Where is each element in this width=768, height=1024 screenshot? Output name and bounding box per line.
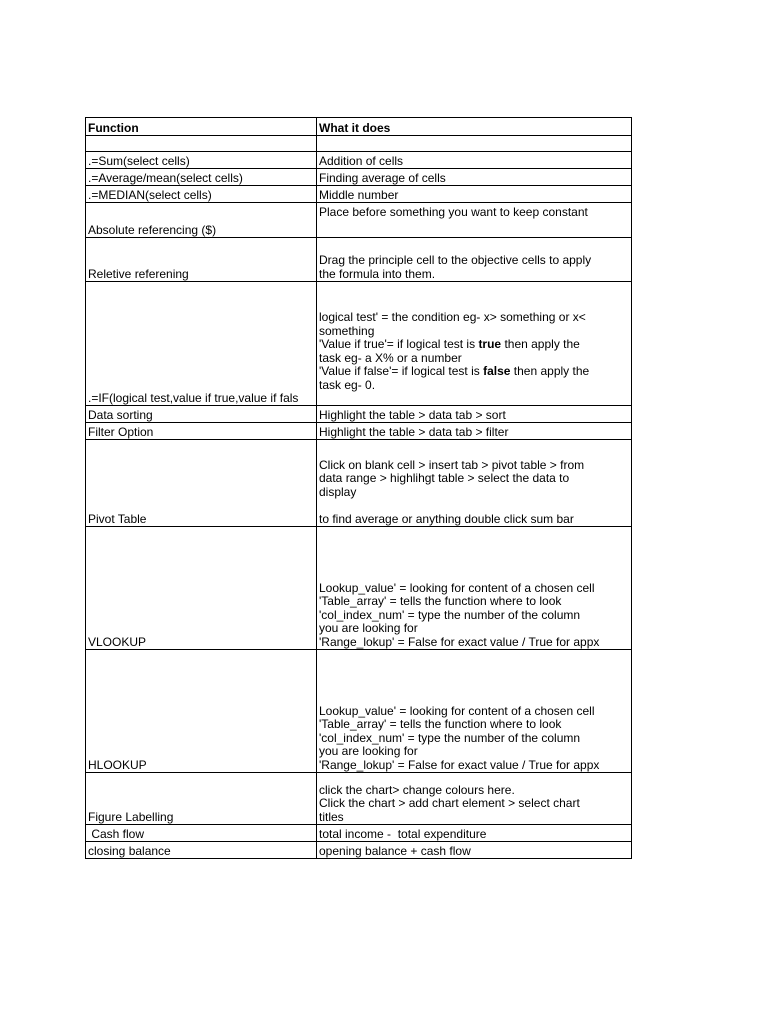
function-cell[interactable]: .=MEDIAN(select cells) (86, 186, 317, 203)
bold-keyword-false: false (483, 364, 511, 378)
description-line: something (319, 323, 375, 338)
description-line: display (319, 484, 357, 499)
description-cell[interactable] (317, 527, 632, 650)
table-row (86, 282, 632, 406)
table-row (86, 773, 632, 825)
description-line: Lookup_value' = looking for content of a chosen cell (319, 703, 595, 718)
table-row (86, 238, 632, 282)
description-line (319, 365, 630, 379)
description-cell[interactable]: Finding average of cells (317, 169, 632, 186)
description-line: you are looking for (319, 621, 418, 635)
description-cell[interactable]: opening balance + cash flow (317, 842, 632, 859)
description-cell[interactable] (317, 650, 632, 773)
table-row (86, 423, 632, 440)
bold-keyword-true: true (478, 337, 502, 351)
table-row (86, 440, 632, 527)
description-cell[interactable]: Middle number (317, 186, 632, 203)
description-line: Click on blank cell > insert tab > pivot table > from (319, 457, 585, 472)
text-segment: 'Value if false'= if logical test is (319, 364, 484, 378)
table-row (86, 527, 632, 650)
description-line: 'Range_lokup' = False for exact value / True for appx (319, 757, 600, 772)
description-line: 'Table_array' = tells the function where to look (319, 594, 562, 608)
function-cell[interactable]: .=Average/mean(select cells) (86, 169, 317, 186)
table-row (86, 186, 632, 203)
description-cell[interactable] (317, 773, 632, 825)
table-row (86, 650, 632, 773)
description-cell[interactable]: Highlight the table > data tab > sort (317, 406, 632, 423)
blank-line (319, 499, 630, 513)
function-cell[interactable]: Data sorting (86, 406, 317, 423)
table-row (86, 842, 632, 859)
description-line: task eg- 0. (319, 377, 376, 392)
description-line: data range > highlihgt table > select the data to (319, 471, 570, 485)
description-line: 'Range_lokup' = False for exact value / True for appx (319, 634, 600, 649)
empty-cell[interactable] (86, 136, 317, 152)
description-line: Click the chart > add chart element > select chart (319, 796, 580, 810)
function-cell[interactable]: Cash flow (86, 825, 317, 842)
description-cell[interactable]: Highlight the table > data tab > filter (317, 423, 632, 440)
function-cell[interactable]: VLOOKUP (86, 527, 317, 650)
description-cell[interactable]: Addition of cells (317, 152, 632, 169)
header-function[interactable]: Function (86, 118, 317, 136)
function-cell[interactable]: .=Sum(select cells) (86, 152, 317, 169)
description-cell[interactable] (317, 282, 632, 406)
description-line: logical test' = the condition eg- x> something or x< (319, 310, 586, 324)
header-row (86, 118, 632, 136)
description-line: Drag the principle cell to the objective cells to apply (319, 253, 592, 267)
description-line: to find average or anything double click sum bar (319, 511, 574, 526)
description-line: 'col_index_num' = type the number of the column (319, 607, 581, 622)
header-what-it-does[interactable]: What it does (317, 118, 632, 136)
table-row (86, 203, 632, 238)
empty-row (86, 136, 632, 152)
function-cell[interactable]: .=IF(logical test,value if true,value if fals (86, 282, 317, 406)
table-row (86, 169, 632, 186)
description-line: you are looking for (319, 744, 418, 758)
description-line: Lookup_value' = looking for content of a chosen cell (319, 580, 595, 595)
function-cell[interactable]: HLOOKUP (86, 650, 317, 773)
function-cell[interactable]: closing balance (86, 842, 317, 859)
description-line: 'col_index_num' = type the number of the column (319, 730, 581, 745)
function-cell[interactable]: Figure Labelling (86, 773, 317, 825)
text-segment: then apply the (501, 337, 580, 351)
description-line: 'Table_array' = tells the function where to look (319, 717, 562, 731)
function-cell[interactable]: Pivot Table (86, 440, 317, 527)
spreadsheet-table (85, 117, 632, 859)
table-row (86, 406, 632, 423)
function-cell[interactable]: Reletive referening (86, 238, 317, 282)
description-cell[interactable] (317, 440, 632, 527)
description-line: click the chart> change colours here. (319, 782, 515, 797)
description-cell[interactable]: Place before something you want to keep constant (317, 203, 632, 238)
empty-cell[interactable] (317, 136, 632, 152)
description-cell[interactable]: total income - total expenditure (317, 825, 632, 842)
description-line: task eg- a X% or a number (319, 350, 462, 365)
description-line (319, 338, 630, 352)
description-line: titles (319, 809, 344, 824)
description-line: the formula into them. (319, 266, 436, 281)
text-segment: 'Value if true'= if logical test is (319, 337, 479, 351)
function-cell[interactable]: Absolute referencing ($) (86, 203, 317, 238)
description-cell[interactable] (317, 238, 632, 282)
table-row (86, 152, 632, 169)
text-segment: then apply the (510, 364, 590, 378)
table-row (86, 825, 632, 842)
function-cell[interactable]: Filter Option (86, 423, 317, 440)
